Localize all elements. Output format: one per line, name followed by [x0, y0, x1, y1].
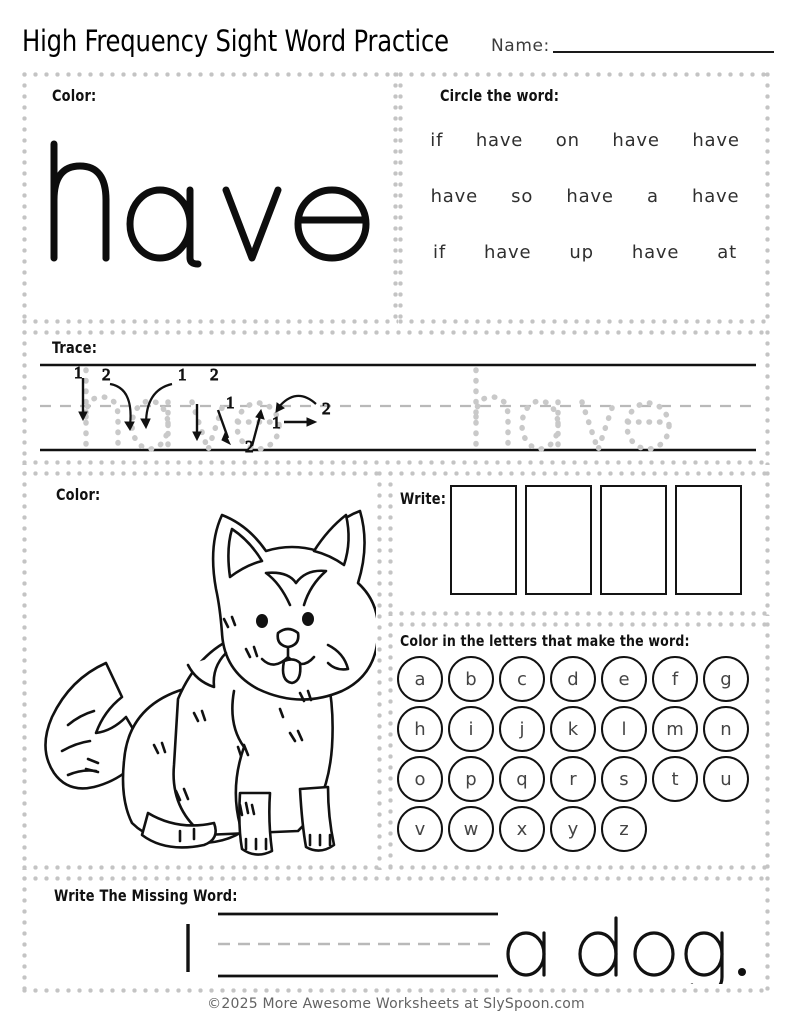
- letter-circle-m[interactable]: m: [652, 706, 698, 752]
- letter-circle-b[interactable]: b: [448, 656, 494, 702]
- letters-row: [397, 706, 762, 752]
- circle-word-label: Circle the word:: [440, 86, 560, 105]
- letter-circle-x[interactable]: x: [499, 806, 545, 852]
- letter-circle-r[interactable]: r: [550, 756, 596, 802]
- svg-text:1: 1: [226, 393, 235, 412]
- write-label: Write:: [400, 489, 447, 508]
- circle-word-option[interactable]: have: [692, 130, 740, 151]
- circle-word-option[interactable]: a: [646, 186, 659, 207]
- letters-row: [397, 806, 762, 852]
- husky-puppy-icon[interactable]: [28, 493, 376, 865]
- letter-circle-o[interactable]: o: [397, 756, 443, 802]
- svg-text:2: 2: [102, 365, 111, 384]
- trace-area[interactable]: [40, 362, 756, 454]
- name-input-line[interactable]: [553, 51, 774, 53]
- letter-circle-t[interactable]: t: [652, 756, 698, 802]
- circle-word-grid: [414, 122, 756, 310]
- color-word-panel: [22, 72, 398, 324]
- name-label: Name:: [490, 36, 550, 56]
- letters-row: [397, 656, 762, 702]
- letter-circle-p[interactable]: p: [448, 756, 494, 802]
- letter-circle-g[interactable]: g: [703, 656, 749, 702]
- circle-word-row: [414, 242, 756, 263]
- circle-word-option[interactable]: if: [433, 242, 446, 263]
- circle-word-option[interactable]: on: [555, 130, 580, 151]
- svg-text:2: 2: [210, 365, 219, 384]
- svg-text:2: 2: [245, 437, 254, 454]
- letter-circle-y[interactable]: y: [550, 806, 596, 852]
- letter-circle-i[interactable]: i: [448, 706, 494, 752]
- color-word-label: Color:: [52, 86, 97, 105]
- letter-circle-h[interactable]: h: [397, 706, 443, 752]
- circle-word-option[interactable]: have: [566, 186, 614, 207]
- letter-circle-f[interactable]: f: [652, 656, 698, 702]
- letter-circle-k[interactable]: k: [550, 706, 596, 752]
- footer-credit: ©2025 More Awesome Worksheets at SlySpoon.com: [207, 996, 585, 1012]
- letter-circle-w[interactable]: w: [448, 806, 494, 852]
- svg-text:1: 1: [178, 365, 187, 384]
- letter-circle-l[interactable]: l: [601, 706, 647, 752]
- letters-label: Color in the letters that make the word:: [400, 632, 690, 650]
- name-field-group: [491, 36, 774, 58]
- missing-word-panel: [22, 876, 770, 993]
- write-box[interactable]: [450, 485, 517, 595]
- bubble-word-have[interactable]: [22, 128, 398, 278]
- circle-word-option[interactable]: at: [717, 242, 737, 263]
- circle-word-option[interactable]: up: [569, 242, 594, 263]
- letter-circle-d[interactable]: d: [550, 656, 596, 702]
- letter-circle-e[interactable]: e: [601, 656, 647, 702]
- write-boxes: [450, 485, 742, 595]
- letters-grid: [397, 656, 762, 852]
- circle-word-option[interactable]: so: [511, 186, 534, 207]
- page-title: High Frequency Sight Word Practice: [22, 24, 449, 58]
- letter-circle-u[interactable]: u: [703, 756, 749, 802]
- circle-word-row: [414, 130, 756, 151]
- svg-text:2: 2: [322, 399, 331, 418]
- write-panel: [388, 471, 770, 616]
- circle-word-option[interactable]: have: [484, 242, 532, 263]
- letter-circle-s[interactable]: s: [601, 756, 647, 802]
- circle-word-row: [414, 186, 756, 207]
- trace-panel: [22, 330, 770, 465]
- write-box[interactable]: [525, 485, 592, 595]
- svg-text:1: 1: [272, 413, 281, 432]
- letters-row: [397, 756, 762, 802]
- trace-label: Trace:: [52, 338, 98, 357]
- missing-word-sentence[interactable]: [50, 910, 750, 982]
- letter-circle-q[interactable]: q: [499, 756, 545, 802]
- missing-word-label: Write The Missing Word:: [54, 886, 238, 905]
- circle-word-option[interactable]: if: [430, 130, 444, 151]
- circle-word-option[interactable]: have: [692, 186, 740, 207]
- circle-word-option[interactable]: have: [631, 242, 680, 263]
- circle-word-panel: [398, 72, 770, 324]
- sentence-period: [738, 968, 746, 976]
- worksheet-header: [0, 0, 792, 62]
- color-dog-panel: [22, 471, 382, 870]
- letter-circle-v[interactable]: v: [397, 806, 443, 852]
- letter-circle-c[interactable]: c: [499, 656, 545, 702]
- circle-word-option[interactable]: have: [430, 186, 478, 207]
- circle-word-option[interactable]: have: [612, 130, 660, 151]
- letter-circle-a[interactable]: a: [397, 656, 443, 702]
- svg-text:1: 1: [74, 363, 83, 382]
- circle-word-option[interactable]: have: [475, 130, 524, 151]
- color-dog-label: Color:: [56, 485, 101, 504]
- write-box[interactable]: [600, 485, 667, 595]
- letter-circle-z[interactable]: z: [601, 806, 647, 852]
- letter-circle-j[interactable]: j: [499, 706, 545, 752]
- write-box[interactable]: [675, 485, 742, 595]
- letter-circle-n[interactable]: n: [703, 706, 749, 752]
- letters-panel: [388, 622, 770, 870]
